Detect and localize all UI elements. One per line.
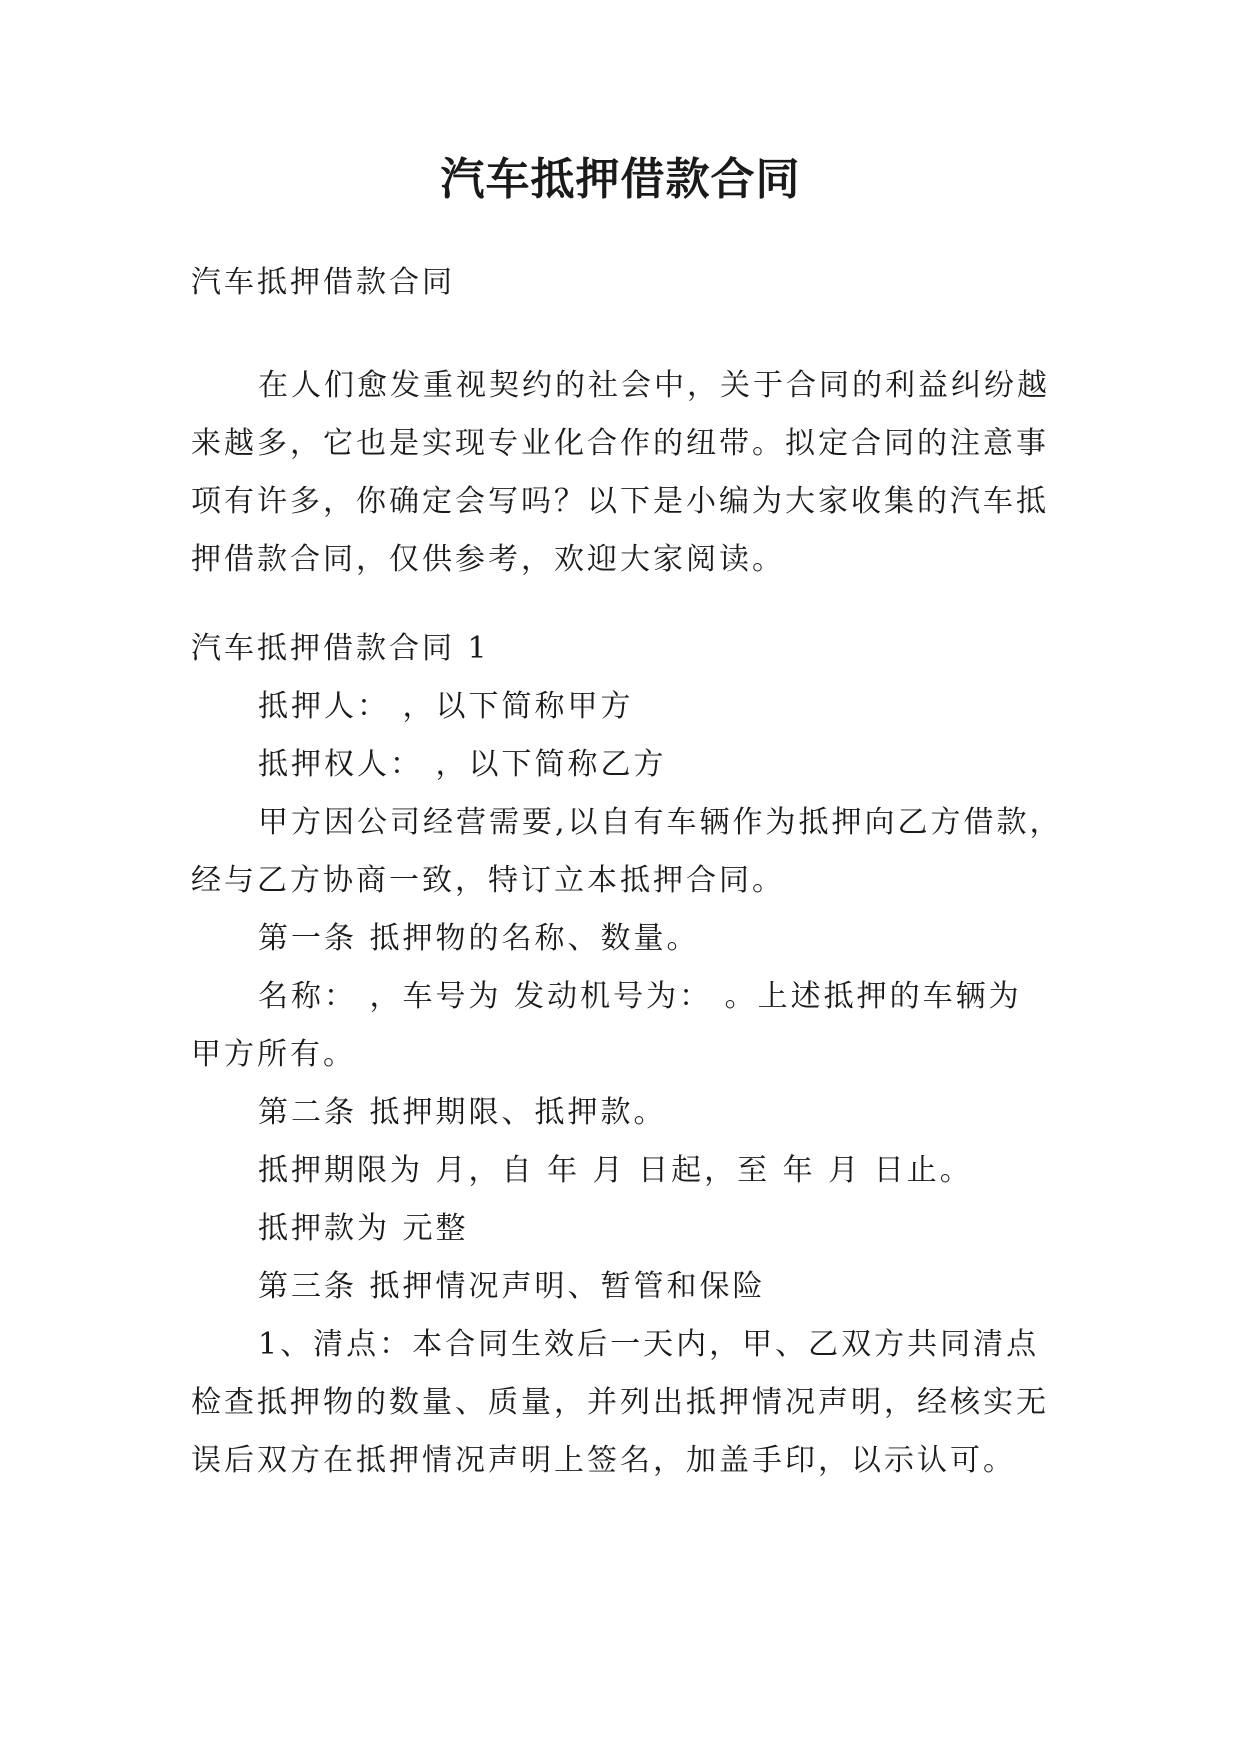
document-subtitle: 汽车抵押借款合同 (191, 265, 455, 300)
subtitle-block (191, 254, 1060, 312)
body-line: 抵押款为 元整 (258, 1211, 469, 1246)
intro-line: 在人们愈发重视契约的社会中，关于合同的利益纠纷越 (258, 368, 1050, 403)
body-line: 甲方因公司经营需要,以自有车辆作为抵押向乙方借款， (258, 805, 1063, 840)
body-line: 第一条 抵押物的名称、数量。 (258, 921, 700, 956)
contract-body (191, 620, 1063, 1490)
intro-line: 押借款合同，仅供参考，欢迎大家阅读。 (191, 542, 785, 577)
body-line: 抵押权人： ，以下简称乙方 (258, 747, 667, 782)
body-line: 误后双方在抵押情况声明上签名，加盖手印，以示认可。 (191, 1443, 1016, 1478)
body-line: 名称： ，车号为 发动机号为： 。上述抵押的车辆为 (258, 979, 1022, 1014)
document-title: 汽车抵押借款合同 (440, 154, 801, 205)
intro-line: 项有许多，你确定会写吗？以下是小编为大家收集的汽车抵 (191, 484, 1049, 519)
body-line: 抵押期限为 月，自 年 月 日起，至 年 月 日止。 (258, 1153, 973, 1188)
body-line: 抵押人： ，以下简称甲方 (258, 689, 634, 724)
section-heading: 汽车抵押借款合同 1 (191, 631, 490, 666)
body-line: 经与乙方协商一致，特订立本抵押合同。 (191, 863, 785, 898)
body-line: 第三条 抵押情况声明、暂管和保险 (258, 1269, 766, 1304)
body-line: 第二条 抵押期限、抵押款。 (258, 1095, 667, 1130)
body-line: 甲方所有。 (191, 1037, 356, 1072)
intro-line: 来越多，它也是实现专业化合作的纽带。拟定合同的注意事 (191, 426, 1049, 461)
intro-paragraph (191, 357, 1060, 589)
body-line: 1、清点：本合同生效后一天内，甲、乙双方共同清点 (258, 1327, 1040, 1362)
body-line: 检查抵押物的数量、质量，并列出抵押情况声明，经核实无 (191, 1385, 1049, 1420)
